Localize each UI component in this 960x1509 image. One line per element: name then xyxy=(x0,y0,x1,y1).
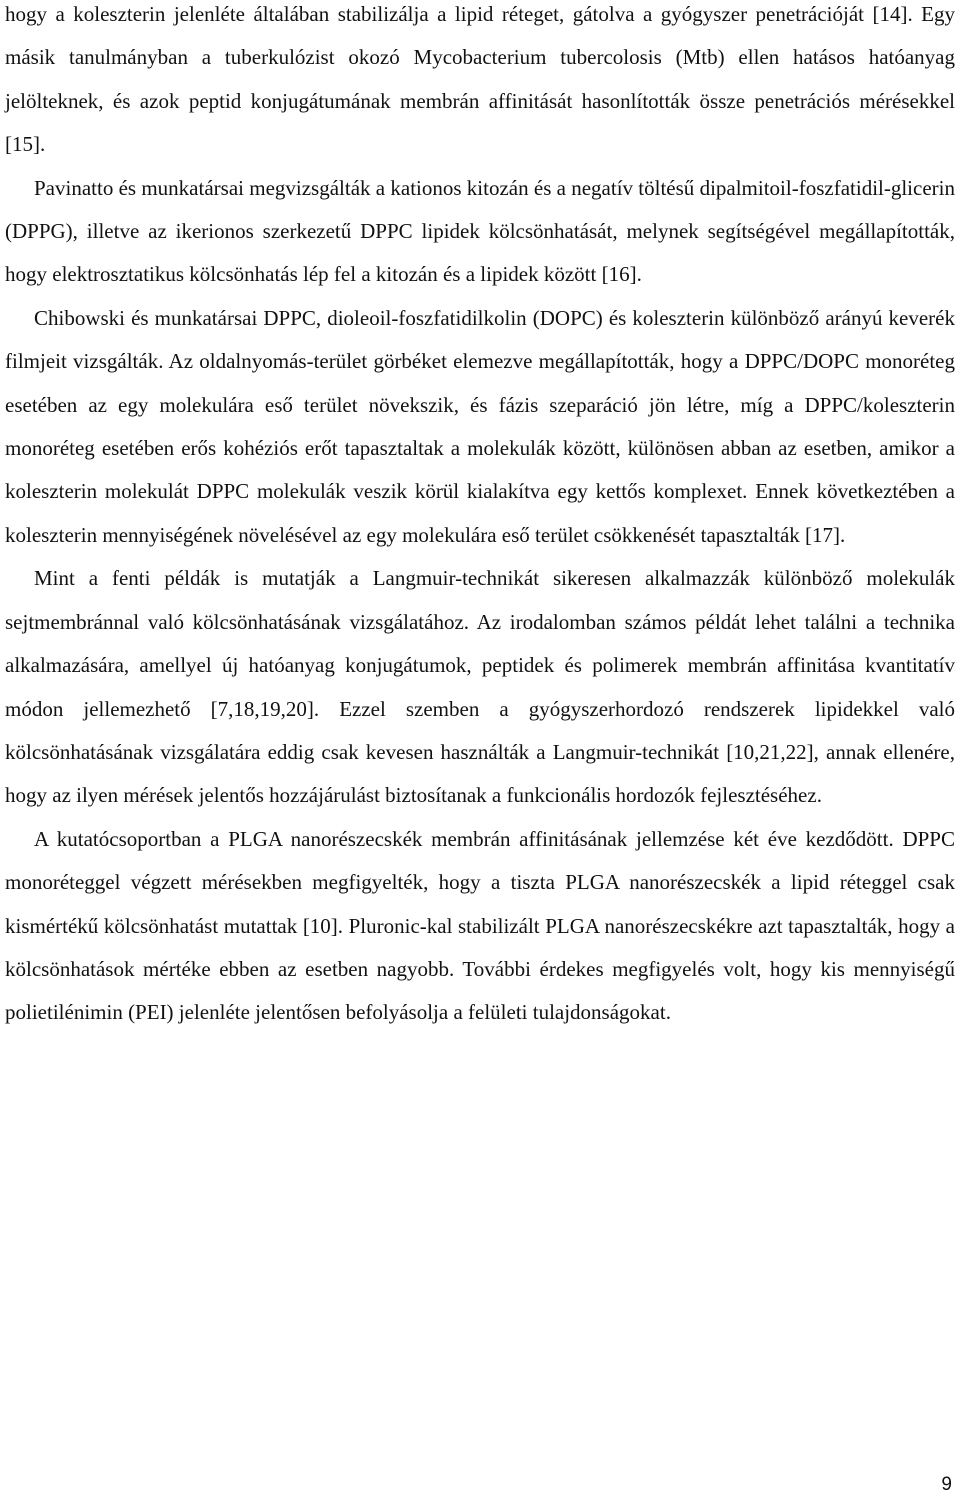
paragraph-pavinatto: Pavinatto és munkatársai megvizsgálták a kationos kitozán és a negatív töltésű dipalmitoil-foszfatidil-glicerin (DPPG), illetve az ikerionos szerkezetű DPPC lipidek kölcsönhatását, melynek segítségével megállapították, hogy elektrosztatikus kölcsönhatás lép fel a kitozán és a lipidek között [16]. xyxy=(5,175,955,287)
page-body xyxy=(5,0,955,1035)
paragraph-langmuir-technique: Mint a fenti példák is mutatják a Langmuir-technikát sikeresen alkalmazzák különböző molekulák sejtmembránnal való kölcsönhatásának vizsgálatához. Az irodalomban számos példát lehet találni a technika alkalmazására, amellyel új hatóanyag konjugátumok, peptidek és polimerek membrán affinitása kvantitatív módon jellemezhető [7,18,19,20]. Ezzel szemben a gyógyszerhordozó rendszerek lipidekkel való kölcsönhatásának vizsgálatára eddig csak kevesen használták a Langmuir-technikát [10,21,22], annak ellenére, hogy az ilyen mérések jelentős hozzájárulást biztosítanak a funkcionális hordozók fejlesztéséhez. xyxy=(5,566,955,808)
page-number: 9 xyxy=(941,1474,952,1495)
paragraph-chibowski: Chibowski és munkatársai DPPC, dioleoil-foszfatidilkolin (DOPC) és koleszterin különböző arányú keverék filmjeit vizsgálták. Az oldalnyomás-terület görbéket elemezve megállapították, hogy a DPPC/DOPC monoréteg esetében az egy molekulára eső terület növekszik, és fázis szeparáció jön létre, míg a DPPC/koleszterin monoréteg esetében erős kohéziós erőt tapasztaltak a molekulák között, különösen abban az esetben, amikor a koleszterin molekulát DPPC molekulák veszik körül kialakítva egy kettős komplexet. Ennek következtében a koleszterin mennyiségének növelésével az egy molekulára eső terület csökkenését tapasztalták [17]. xyxy=(5,305,955,547)
paragraph-plga-nanoparticles: A kutatócsoportban a PLGA nanorészecskék membrán affinitásának jellemzése két éve kezdődött. DPPC monoréteggel végzett mérésekben megfigyelték, hogy a tiszta PLGA nanorészecskék a lipid réteggel csak kismértékű kölcsönhatást mutattak [10]. Pluronic-kal stabilizált PLGA nanorészecskékre azt tapasztalták, hogy a kölcsönhatások mértéke ebben az esetben nagyobb. További érdekes megfigyelés volt, hogy kis mennyiségű polietilénimin (PEI) jelenléte jelentősen befolyásolja a felületi tulajdonságokat. xyxy=(5,826,955,1025)
paragraph-cholesterol-tuberculosis: hogy a koleszterin jelenléte általában stabilizálja a lipid réteget, gátolva a gyógyszer penetrációját [14]. Egy másik tanulmányban a tuberkulózist okozó Mycobacterium tubercolosis (Mtb) ellen hatásos hatóanyag jelölteknek, és azok peptid konjugátumának membrán affinitását hasonlították össze penetrációs mérésekkel [15]. xyxy=(5,2,955,157)
